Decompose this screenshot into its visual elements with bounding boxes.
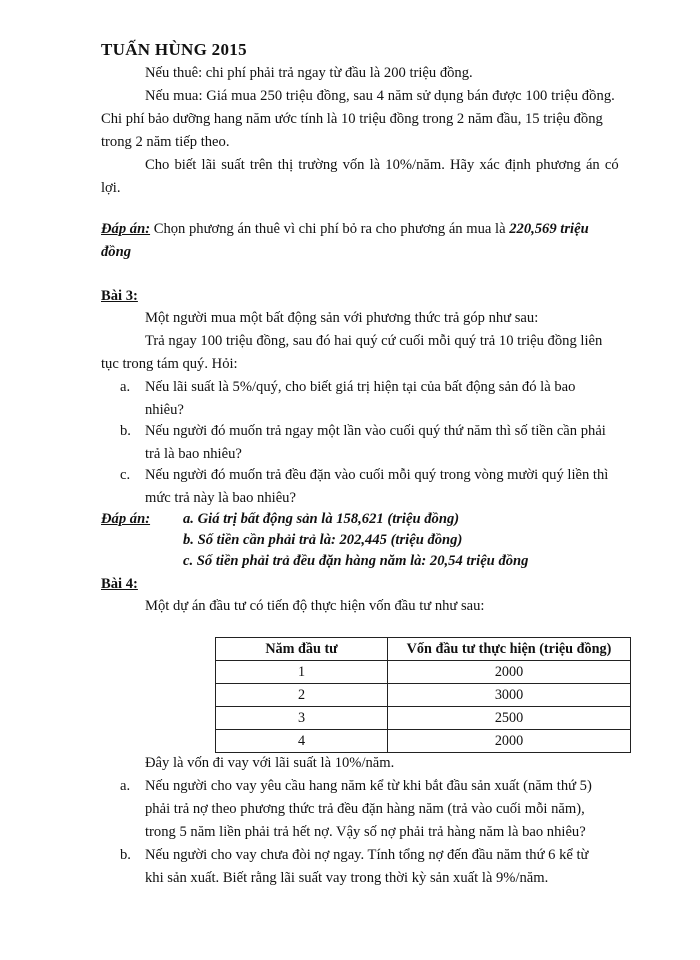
page-header: TUẤN HÙNG 2015 [101,40,247,59]
table-cell-capital: 3000 [388,684,631,707]
bai3-item-c-letter: c. [120,467,131,483]
answer-1 [101,218,589,241]
table-cell-year: 1 [216,661,388,684]
bai3-answer-a: a. Giá trị bất động sản là 158,621 (triệu đồng) [183,511,460,527]
table-header-year: Năm đầu tư [216,638,388,661]
bai4-line2: Đây là vốn đi vay với lãi suất là 10%/năm. [145,755,395,771]
bai4-line1: Một dự án đầu tư có tiến độ thực hiện vốn đầu tư như sau: [145,598,485,614]
table-row [216,730,631,753]
bai3-answer-label: Đáp án: [101,511,151,527]
bai3-item-b-cont: trả là bao nhiêu? [145,446,242,462]
table-cell-capital: 2000 [388,661,631,684]
bai3-item-a-letter: a. [120,379,131,395]
bai3-line2: Trả ngay 100 triệu đồng, sau đó hai quý cứ cuối mỗi quý trả 10 triệu đồng liên [145,333,603,349]
bai3-item-b: Nếu người đó muốn trả ngay một lần vào cuối quý thứ năm thì số tiền cần phải [145,423,606,439]
bai4-item-a: Nếu người cho vay yêu cầu hang năm kể từ khi bắt đầu sản xuất (năm thứ 5) [145,778,592,794]
table-row [216,661,631,684]
bai3-title: Bài 3: [101,288,138,304]
table-row [216,707,631,730]
bai4-item-a-letter: a. [120,778,131,794]
bai3-answer-b: b. Số tiền cần phải trả là: 202,445 (triệu đồng) [183,532,463,548]
intro-buy: Nếu mua: Giá mua 250 triệu đồng, sau 4 năm sử dụng bán được 100 triệu đồng. [145,88,615,104]
intro-question: Cho biết lãi suất trên thị trường vốn là 10%/năm. Hãy xác định phương án có [145,157,619,173]
answer-text: Chọn phương án thuê vì chi phí bỏ ra cho phương án mua là [150,221,510,237]
bai3-line3: tục trong tám quý. Hỏi: [101,356,238,372]
bai3-item-a: Nếu lãi suất là 5%/quý, cho biết giá trị hiện tại của bất động sản đó là bao [145,379,576,395]
table-cell-year: 2 [216,684,388,707]
bai3-item-a-cont: nhiêu? [145,402,184,418]
answer-value-cont: đồng [101,244,132,260]
bai4-item-a-cont2: trong 5 năm liền phải trả hết nợ. Vậy số nợ phải trả hàng năm là bao nhiêu? [145,824,586,840]
table-header-row [216,638,631,661]
bai3-item-b-letter: b. [120,423,131,439]
table-cell-capital: 2500 [388,707,631,730]
table-row [216,684,631,707]
investment-table [215,637,631,753]
bai3-answer-c: c. Số tiền phải trả đều đặn hàng năm là: 20,54 triệu đồng [183,553,529,569]
table-header-capital: Vốn đầu tư thực hiện (triệu đồng) [388,638,631,661]
answer-value: 220,569 triệu [509,221,589,237]
intro-maintenance: Chi phí bảo dưỡng hang năm ước tính là 10 triệu đồng trong 2 năm đầu, 15 triệu đồng [101,111,603,127]
bai3-item-c: Nếu người đó muốn trả đều đặn vào cuối mỗi quý trong vòng mười quý liền thì [145,467,609,483]
intro-rent: Nếu thuê: chi phí phải trả ngay từ đầu là 200 triệu đồng. [145,65,473,81]
intro-question-cont: lợi. [101,180,121,196]
bai4-item-a-cont1: phải trả nợ theo phương thức trả đều đặn hàng năm (trả vào cuối mỗi năm), [145,801,585,817]
table-cell-capital: 2000 [388,730,631,753]
bai4-item-b: Nếu người cho vay chưa đòi nợ ngay. Tính tổng nợ đến đầu năm thứ 6 kể từ [145,847,589,863]
bai3-item-c-cont: mức trả này là bao nhiêu? [145,490,296,506]
table-cell-year: 3 [216,707,388,730]
table-cell-year: 4 [216,730,388,753]
bai4-item-b-cont: khi sản xuất. Biết rằng lãi suất vay trong thời kỳ sản xuất là 9%/năm. [145,870,549,886]
bai3-line1: Một người mua một bất động sản với phương thức trả góp như sau: [145,310,539,326]
answer-label: Đáp án: [101,221,151,237]
bai4-title: Bài 4: [101,576,138,592]
intro-maintenance-cont: trong 2 năm tiếp theo. [101,134,230,150]
bai4-item-b-letter: b. [120,847,131,863]
